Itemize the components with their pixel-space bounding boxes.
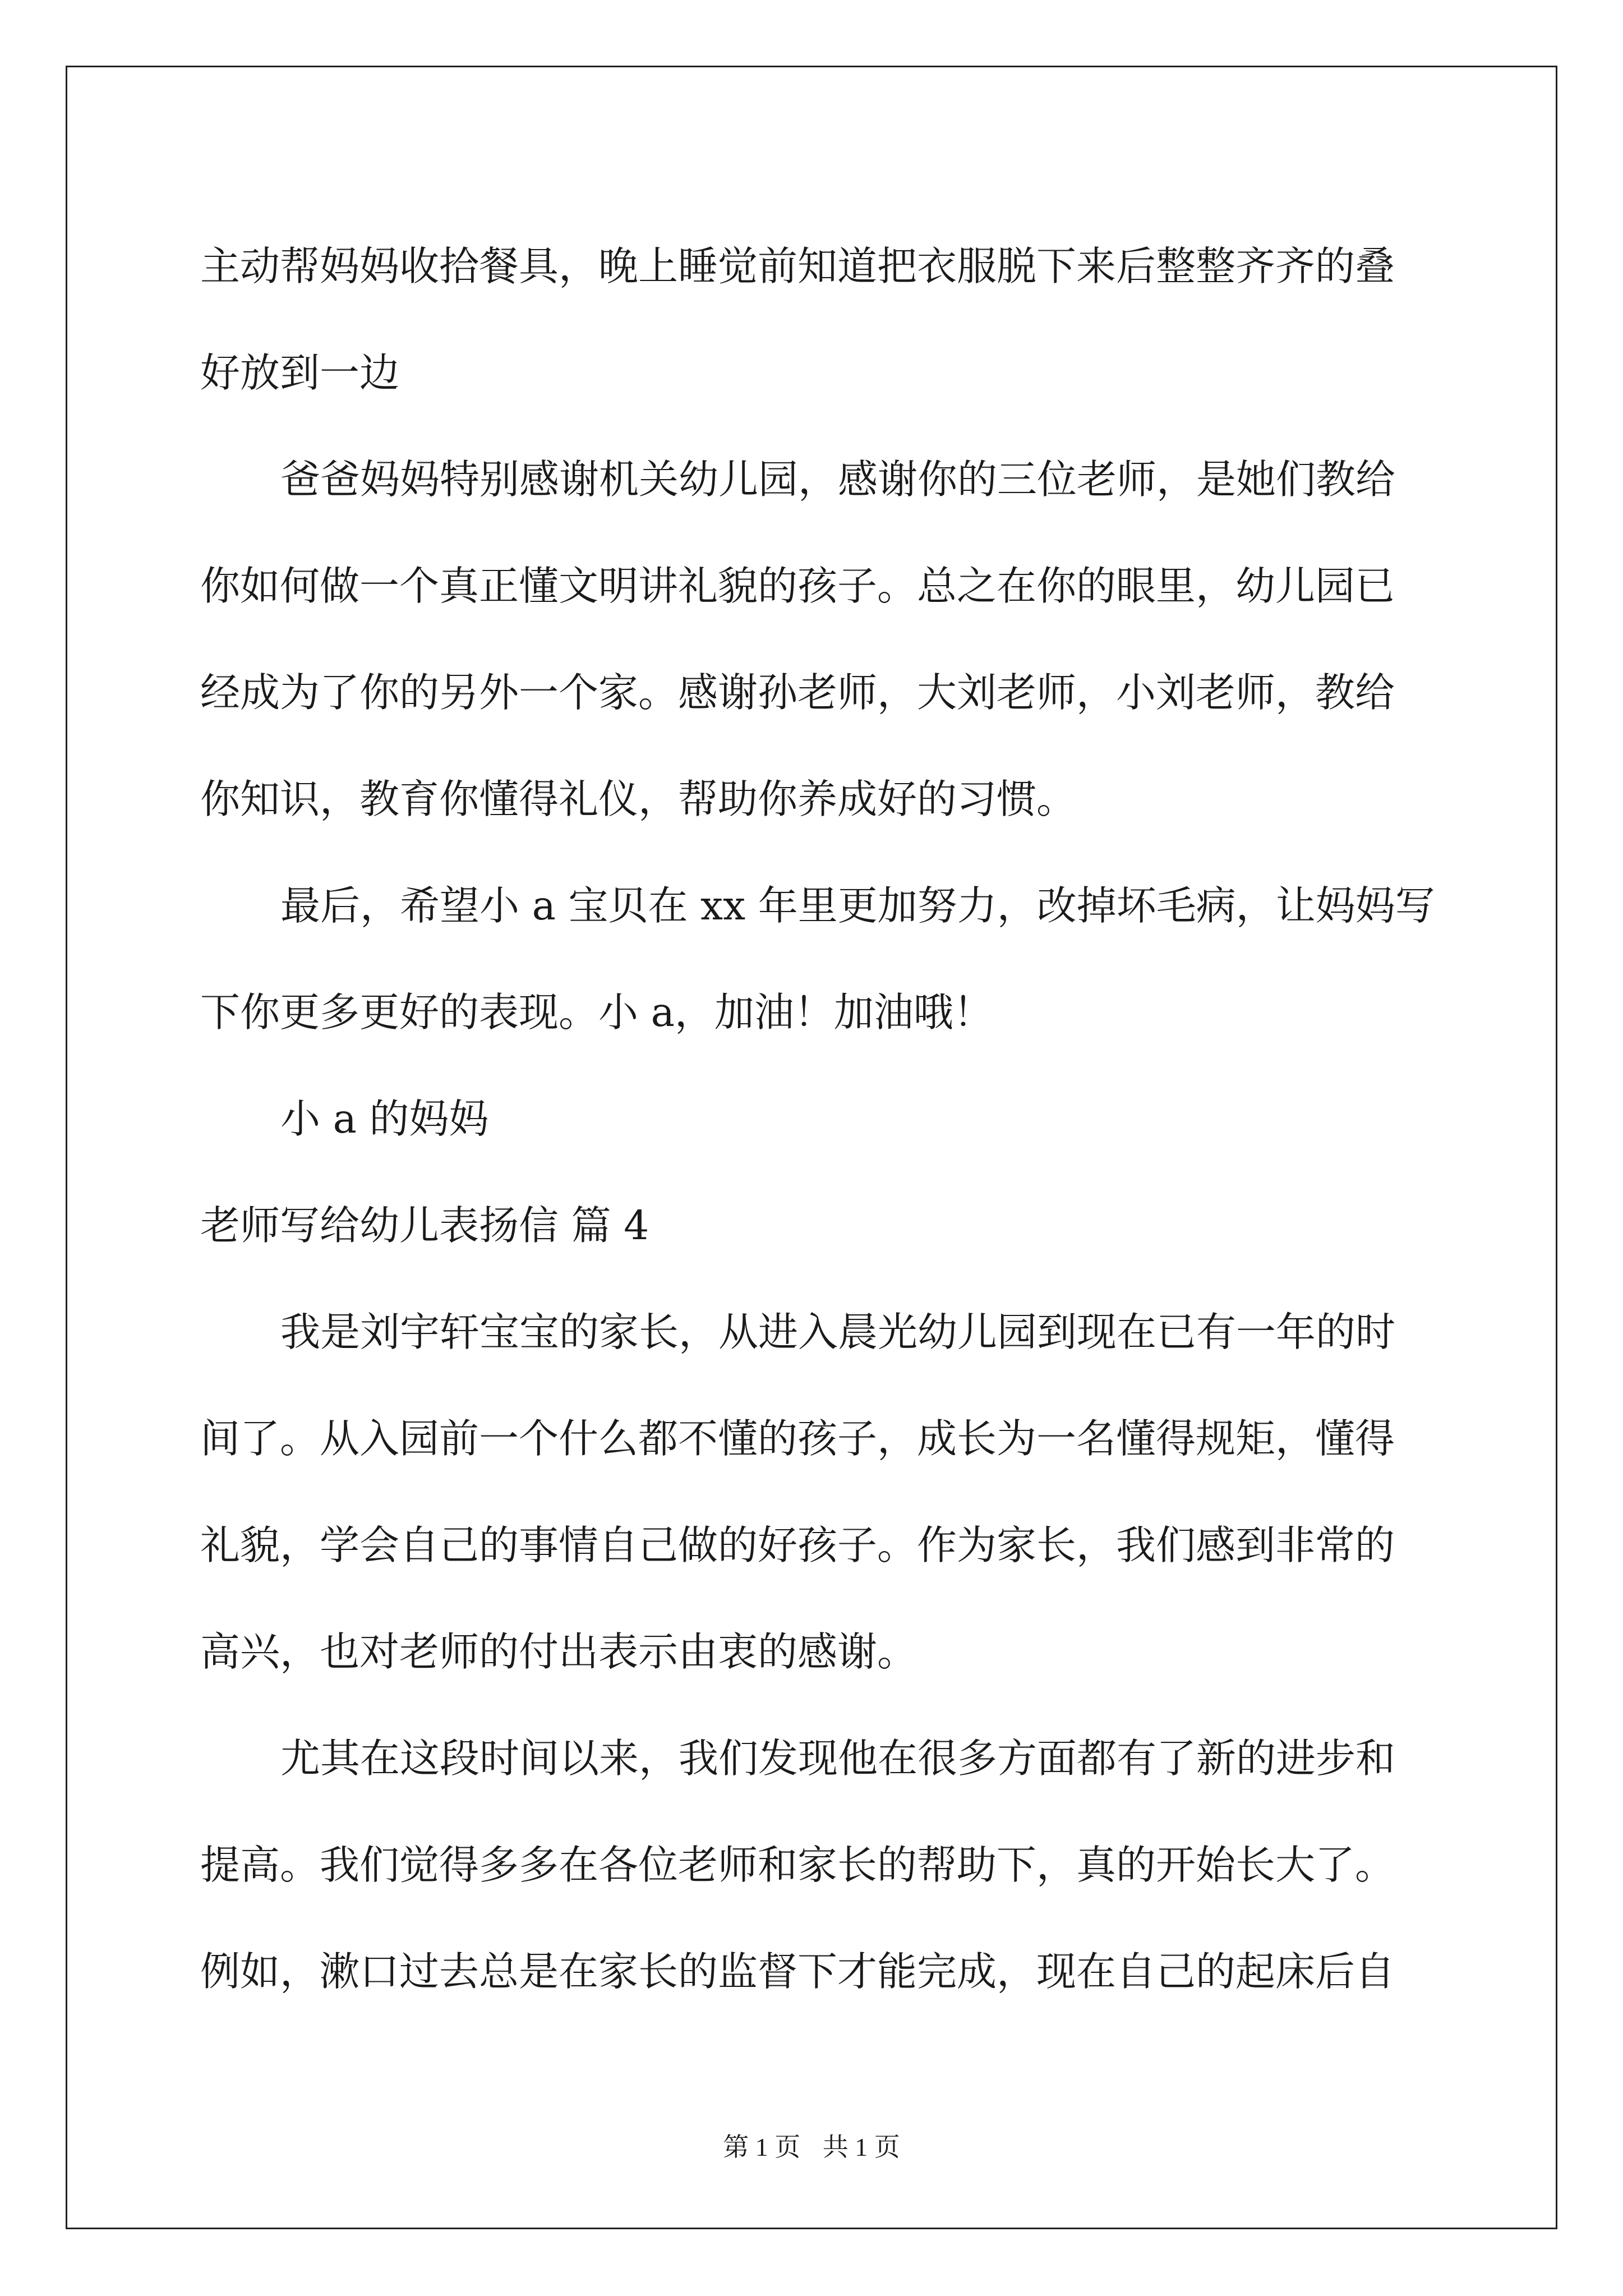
text-line: 下你更多更好的表现。小 a，加油！加油哦！ bbox=[200, 989, 993, 1036]
signature-line: 小 a 的妈妈 bbox=[280, 1096, 489, 1142]
text-line: 你如何做一个真正懂文明讲礼貌的孩子。总之在你的眼里，幼儿园已 bbox=[200, 563, 1395, 609]
paragraph-start-line: 最后，希望小 a 宝贝在 xx 年里更加努力，改掉坏毛病，让妈妈写 bbox=[280, 882, 1435, 929]
page-footer bbox=[0, 2131, 1623, 2164]
paragraph-start-line: 爸爸妈妈特别感谢机关幼儿园，感谢你的三位老师，是她们教给 bbox=[280, 456, 1396, 503]
text-line: 礼貌，学会自己的事情自己做的好孩子。作为家长，我们感到非常的 bbox=[200, 1522, 1395, 1568]
section-heading: 老师写给幼儿表扬信 篇 4 bbox=[200, 1202, 649, 1249]
paragraph-start-line: 我是刘宇轩宝宝的家长，从进入晨光幼儿园到现在已有一年的时 bbox=[280, 1309, 1396, 1355]
text-line: 你知识，教育你懂得礼仪，帮助你养成好的习惯。 bbox=[200, 776, 1077, 822]
text-line: 例如，漱口过去总是在家长的监督下才能完成，现在自己的起床后自 bbox=[200, 1948, 1395, 1995]
text-line: 好放到一边 bbox=[200, 349, 400, 396]
text-line: 高兴，也对老师的付出表示由衷的感谢。 bbox=[200, 1628, 917, 1675]
text-line: 主动帮妈妈收拾餐具，晚上睡觉前知道把衣服脱下来后整整齐齐的叠 bbox=[200, 243, 1395, 289]
text-line: 提高。我们觉得多多在各位老师和家长的帮助下，真的开始长大了。 bbox=[200, 1842, 1395, 1888]
page-total: 共 1 页 bbox=[822, 2133, 900, 2161]
text-line: 间了。从入园前一个什么都不懂的孩子，成长为一名懂得规矩，懂得 bbox=[200, 1415, 1395, 1462]
document-body bbox=[200, 213, 1435, 2025]
text-line: 经成为了你的另外一个家。感谢孙老师，大刘老师，小刘老师，教给 bbox=[200, 669, 1395, 716]
page-number: 第 1 页 bbox=[723, 2133, 801, 2161]
paragraph-start-line: 尤其在这段时间以来，我们发现他在很多方面都有了新的进步和 bbox=[280, 1735, 1396, 1782]
